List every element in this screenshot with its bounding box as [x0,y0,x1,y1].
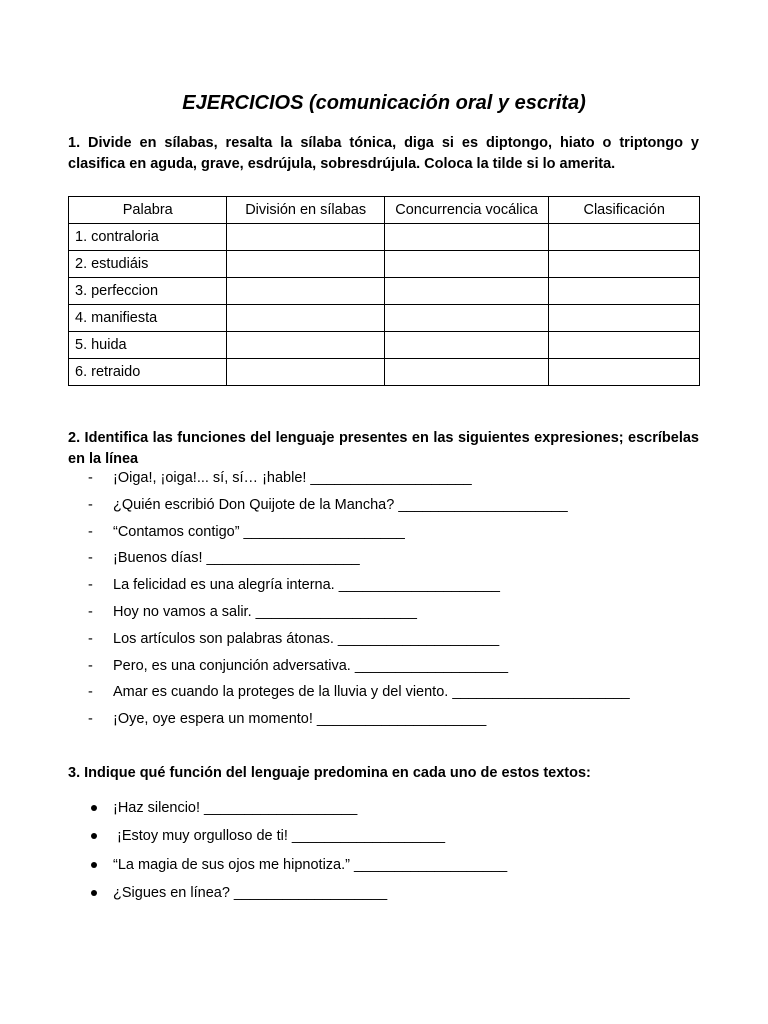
dash-marker: - [88,523,93,540]
list-item [88,656,630,683]
table-row [69,359,700,386]
answer-cell [384,305,549,332]
answer-cell [384,251,549,278]
answer-cell [549,359,700,386]
list-item [88,495,630,522]
word-cell: 2. estudiáis [69,251,227,278]
expression-text: Los artículos son palabras átonas. ____________________ [113,630,500,647]
answer-cell [227,278,384,305]
column-header-division: División en sílabas [227,197,384,224]
list-item [88,575,630,602]
expression-text: ¡Buenos días! ___________________ [113,550,360,567]
text-item: ¡Haz silencio! ___________________ [113,800,358,816]
answer-cell [549,278,700,305]
expressions-list [88,468,630,736]
page-title: EJERCICIOS (comunicación oral y escrita) [182,92,586,114]
text-item: “La magia de sus ojos me hipnotiza.” ___________________ [113,856,508,873]
answer-cell [384,359,549,386]
list-item [88,548,630,575]
exercise-3-instruction: 3. Indique qué función del lenguaje predomina en cada uno de estos textos: [68,765,591,781]
table-row [69,224,700,251]
exercise-2-instruction: 2. Identifica las funciones del lenguaje presentes en las siguientes expresiones; escríbelas en la línea [68,430,699,467]
exercise-1-instruction: 1. Divide en sílabas, resalta la sílaba tónica, diga si es diptongo, hiato o triptongo y clasifica en aguda, grave, esdrújula, sobresdrújula. Coloca la tilde si lo amerita. [68,135,699,172]
table-header-row [69,197,700,224]
expression-text: ¿Quién escribió Don Quijote de la Mancha? _____________________ [113,496,568,513]
word-cell: 1. contraloria [69,224,227,251]
list-item [88,883,507,911]
dash-marker: - [88,577,93,594]
list-item [88,826,507,854]
answer-cell [227,224,384,251]
word-cell: 4. manifiesta [69,305,227,332]
text-item: ¿Sigues en línea? ___________________ [113,884,388,901]
bullet-icon [91,890,97,896]
expression-text: ¡Oiga!, ¡oiga!... sí, sí… ¡hable! ____________________ [113,470,472,486]
column-header-concurrencia: Concurrencia vocálica [384,197,549,224]
answer-cell [549,332,700,359]
answer-cell [549,224,700,251]
expression-text: La felicidad es una alegría interna. ____________________ [113,577,500,594]
table-row [69,305,700,332]
bullet-icon [91,805,97,811]
word-cell: 5. huida [69,332,227,359]
dash-marker: - [88,603,93,620]
dash-marker: - [88,630,93,647]
column-header-clasificacion: Clasificación [549,197,700,224]
answer-cell [384,278,549,305]
answer-cell [227,359,384,386]
dash-marker: - [88,684,93,701]
table-row [69,251,700,278]
bullet-icon [91,862,97,868]
answer-cell [227,332,384,359]
texts-list [88,798,507,911]
dash-marker: - [88,657,93,674]
dash-marker: - [88,550,93,567]
answer-cell [384,332,549,359]
list-item [88,682,630,709]
text-item: ¡Estoy muy orgulloso de ti! ___________________ [113,828,446,845]
dash-marker: - [88,496,93,513]
list-item [88,468,630,495]
list-item [88,602,630,629]
bullet-icon [91,833,97,839]
list-item [88,855,507,883]
expression-text: ¡Oye, oye espera un momento! _____________________ [113,711,487,728]
list-item [88,522,630,549]
answer-cell [384,224,549,251]
dash-marker: - [88,711,93,728]
dash-marker: - [88,470,93,486]
answer-cell [227,251,384,278]
answer-cell [549,305,700,332]
expression-text: Pero, es una conjunción adversativa. ___________________ [113,657,509,674]
word-cell: 6. retraido [69,359,227,386]
answer-cell [227,305,384,332]
expression-text: “Contamos contigo” ____________________ [113,523,405,540]
syllable-table [68,196,700,386]
answer-cell [549,251,700,278]
table-row [69,332,700,359]
word-cell: 3. perfeccion [69,278,227,305]
list-item [88,709,630,736]
list-item [88,629,630,656]
table-row [69,278,700,305]
column-header-palabra: Palabra [69,197,227,224]
expression-text: Amar es cuando la proteges de la lluvia y del viento. ______________________ [113,684,630,701]
expression-text: Hoy no vamos a salir. ____________________ [113,603,417,620]
list-item [88,798,507,826]
